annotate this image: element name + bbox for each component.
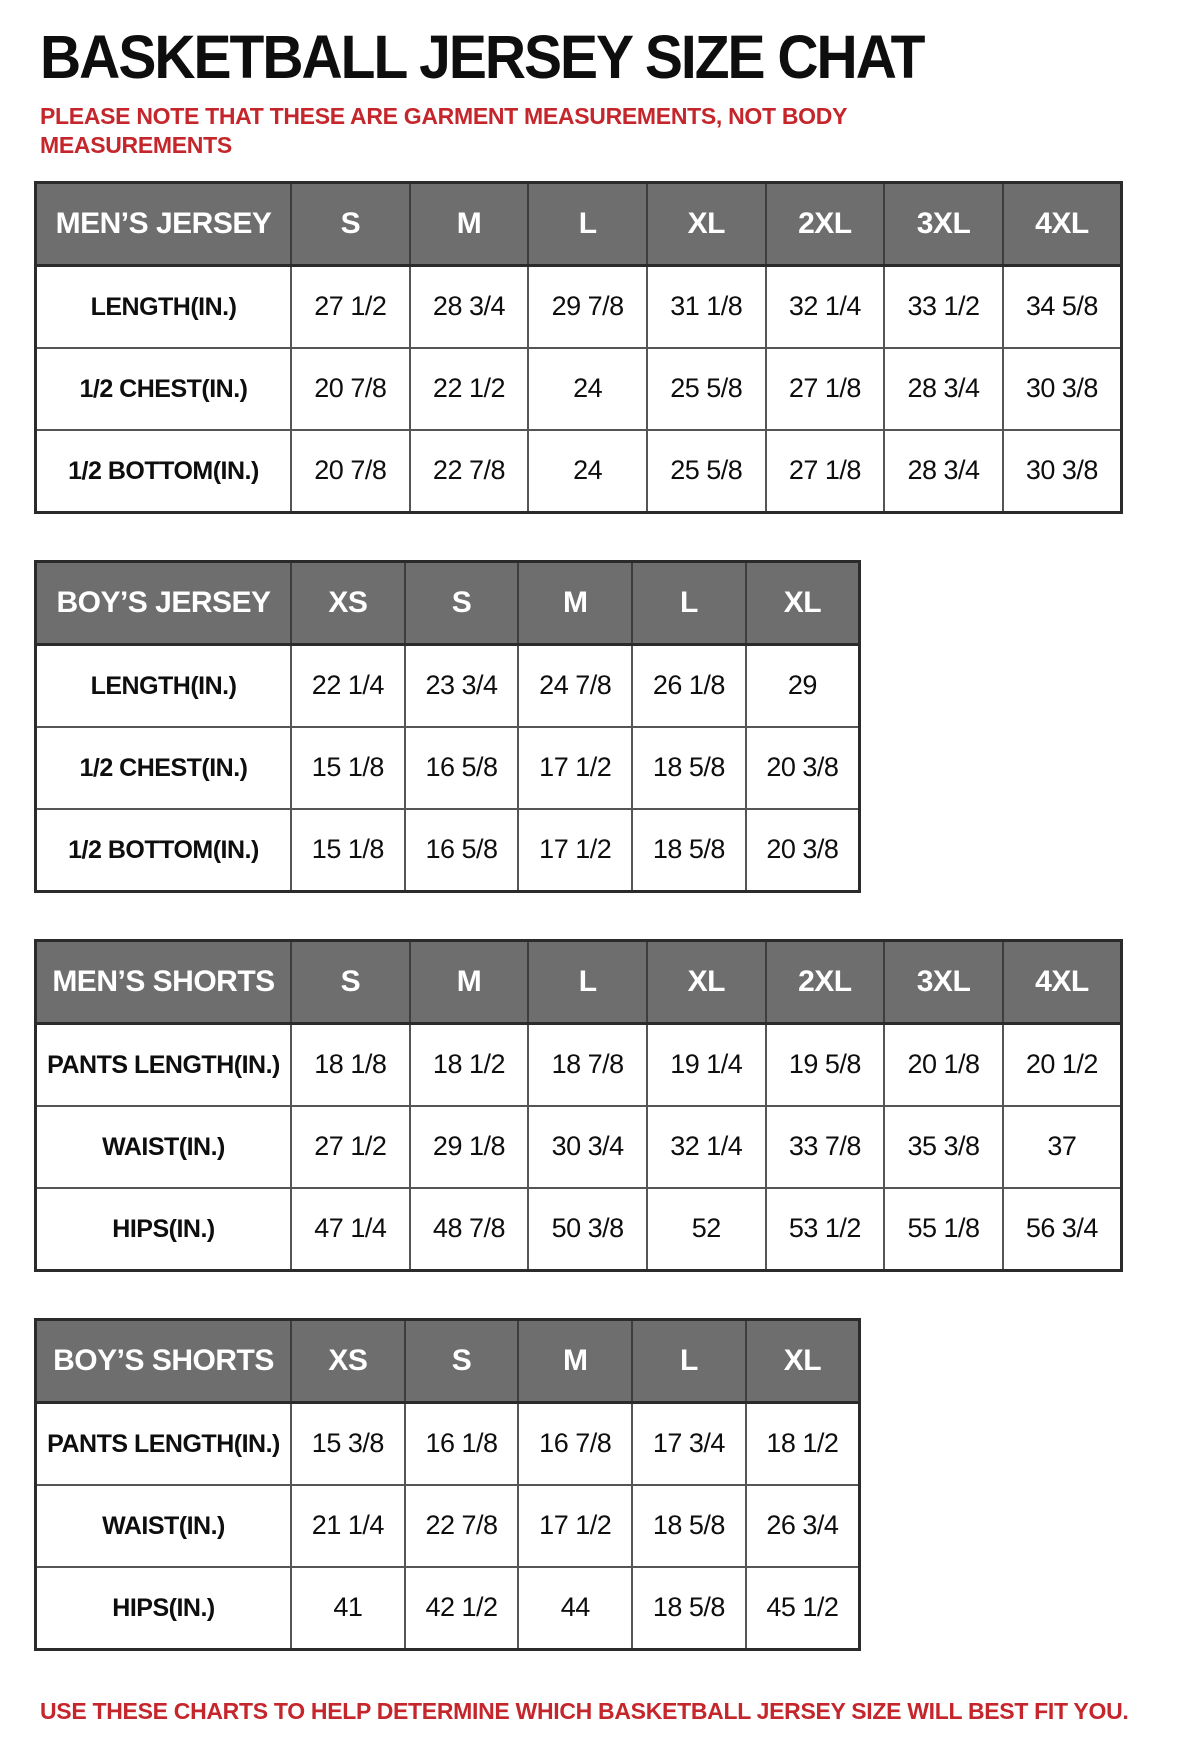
size-header-cell: S: [291, 940, 410, 1023]
size-header-cell: XL: [647, 940, 766, 1023]
measure-value-cell: 50 3/8: [528, 1188, 647, 1271]
measure-value-cell: 29 7/8: [528, 265, 647, 348]
measure-value-cell: 42 1/2: [405, 1567, 519, 1650]
measure-value-cell: 20 7/8: [291, 348, 410, 430]
measure-value-cell: 28 3/4: [884, 430, 1003, 513]
measure-value-cell: 34 5/8: [1003, 265, 1122, 348]
measure-label-cell: LENGTH(IN.): [36, 265, 292, 348]
measure-value-cell: 24: [528, 430, 647, 513]
measure-value-cell: 19 5/8: [766, 1023, 885, 1106]
table-row: [36, 1567, 860, 1650]
table-row: [36, 809, 860, 892]
measure-label-cell: 1/2 CHEST(IN.): [36, 727, 292, 809]
table-row: [36, 727, 860, 809]
measure-value-cell: 18 7/8: [528, 1023, 647, 1106]
measure-value-cell: 18 5/8: [632, 727, 746, 809]
measure-value-cell: 48 7/8: [410, 1188, 529, 1271]
header-row: [36, 1319, 860, 1402]
measure-value-cell: 27 1/2: [291, 265, 410, 348]
measure-value-cell: 20 7/8: [291, 430, 410, 513]
size-header-cell: 3XL: [884, 182, 1003, 265]
size-header-cell: XL: [647, 182, 766, 265]
measure-value-cell: 30 3/8: [1003, 348, 1122, 430]
measure-label-cell: HIPS(IN.): [36, 1188, 292, 1271]
measure-value-cell: 27 1/8: [766, 348, 885, 430]
measure-value-cell: 27 1/2: [291, 1106, 410, 1188]
measure-value-cell: 18 5/8: [632, 1485, 746, 1567]
measure-value-cell: 15 1/8: [291, 809, 405, 892]
measure-value-cell: 24: [528, 348, 647, 430]
measure-value-cell: 52: [647, 1188, 766, 1271]
size-header-cell: S: [291, 182, 410, 265]
measure-value-cell: 18 1/2: [746, 1402, 860, 1485]
size-header-cell: XL: [746, 1319, 860, 1402]
measure-value-cell: 30 3/8: [1003, 430, 1122, 513]
measure-value-cell: 25 5/8: [647, 348, 766, 430]
measure-value-cell: 22 1/2: [410, 348, 529, 430]
measure-value-cell: 15 3/8: [291, 1402, 405, 1485]
size-header-cell: L: [632, 1319, 746, 1402]
boys-shorts-table: [34, 1318, 861, 1651]
table-row: [36, 1485, 860, 1567]
table-row: [36, 265, 1122, 348]
table-row: [36, 430, 1122, 513]
header-row: [36, 561, 860, 644]
measure-value-cell: 18 5/8: [632, 809, 746, 892]
table-title-cell: MEN’S SHORTS: [36, 940, 292, 1023]
measure-value-cell: 20 3/8: [746, 809, 860, 892]
measure-value-cell: 33 7/8: [766, 1106, 885, 1188]
measure-value-cell: 26 3/4: [746, 1485, 860, 1567]
table-row: [36, 348, 1122, 430]
measure-value-cell: 16 5/8: [405, 809, 519, 892]
table-row: [36, 1106, 1122, 1188]
size-header-cell: M: [410, 182, 529, 265]
table-title-cell: BOY’S JERSEY: [36, 561, 292, 644]
measure-label-cell: PANTS LENGTH(IN.): [36, 1023, 292, 1106]
size-header-cell: S: [405, 1319, 519, 1402]
size-header-cell: L: [528, 940, 647, 1023]
measure-value-cell: 32 1/4: [647, 1106, 766, 1188]
measure-value-cell: 53 1/2: [766, 1188, 885, 1271]
measure-value-cell: 17 1/2: [518, 1485, 632, 1567]
measure-value-cell: 18 1/2: [410, 1023, 529, 1106]
measure-value-cell: 16 1/8: [405, 1402, 519, 1485]
table-row: [36, 1402, 860, 1485]
measure-value-cell: 47 1/4: [291, 1188, 410, 1271]
measure-value-cell: 16 7/8: [518, 1402, 632, 1485]
measure-value-cell: 32 1/4: [766, 265, 885, 348]
measure-value-cell: 21 1/4: [291, 1485, 405, 1567]
measure-value-cell: 20 1/2: [1003, 1023, 1122, 1106]
measure-value-cell: 31 1/8: [647, 265, 766, 348]
measure-value-cell: 37: [1003, 1106, 1122, 1188]
measure-value-cell: 22 7/8: [405, 1485, 519, 1567]
size-header-cell: M: [410, 940, 529, 1023]
size-header-cell: S: [405, 561, 519, 644]
header-row: [36, 182, 1122, 265]
measure-value-cell: 29: [746, 644, 860, 727]
measure-value-cell: 41: [291, 1567, 405, 1650]
measure-value-cell: 17 3/4: [632, 1402, 746, 1485]
measure-value-cell: 20 3/8: [746, 727, 860, 809]
measure-value-cell: 22 7/8: [410, 430, 529, 513]
table-row: [36, 1023, 1122, 1106]
size-header-cell: M: [518, 1319, 632, 1402]
size-header-cell: L: [528, 182, 647, 265]
measure-value-cell: 16 5/8: [405, 727, 519, 809]
size-header-cell: 4XL: [1003, 182, 1122, 265]
measure-label-cell: 1/2 BOTTOM(IN.): [36, 430, 292, 513]
fit-guidance-note: USE THESE CHARTS TO HELP DETERMINE WHICH BASKETBALL JERSEY SIZE WILL BEST FIT YOU.: [40, 1697, 1129, 1724]
measure-value-cell: 44: [518, 1567, 632, 1650]
measure-value-cell: 26 1/8: [632, 644, 746, 727]
mens-shorts-table: [34, 939, 1123, 1272]
measure-value-cell: 30 3/4: [528, 1106, 647, 1188]
measure-value-cell: 17 1/2: [518, 809, 632, 892]
size-header-cell: XS: [291, 1319, 405, 1402]
measure-value-cell: 23 3/4: [405, 644, 519, 727]
measure-value-cell: 19 1/4: [647, 1023, 766, 1106]
size-header-cell: 2XL: [766, 182, 885, 265]
size-header-cell: 3XL: [884, 940, 1003, 1023]
measure-value-cell: 20 1/8: [884, 1023, 1003, 1106]
table-title-cell: MEN’S JERSEY: [36, 182, 292, 265]
measure-value-cell: 25 5/8: [647, 430, 766, 513]
measure-value-cell: 45 1/2: [746, 1567, 860, 1650]
size-header-cell: M: [518, 561, 632, 644]
measure-label-cell: 1/2 CHEST(IN.): [36, 348, 292, 430]
measure-value-cell: 55 1/8: [884, 1188, 1003, 1271]
measure-label-cell: LENGTH(IN.): [36, 644, 292, 727]
measure-label-cell: WAIST(IN.): [36, 1485, 292, 1567]
table-row: [36, 644, 860, 727]
measure-value-cell: 28 3/4: [410, 265, 529, 348]
header-row: [36, 940, 1122, 1023]
measure-value-cell: 22 1/4: [291, 644, 405, 727]
measure-label-cell: 1/2 BOTTOM(IN.): [36, 809, 292, 892]
measure-value-cell: 17 1/2: [518, 727, 632, 809]
table-title-cell: BOY’S SHORTS: [36, 1319, 292, 1402]
measure-label-cell: HIPS(IN.): [36, 1567, 292, 1650]
measure-value-cell: 27 1/8: [766, 430, 885, 513]
size-header-cell: XS: [291, 561, 405, 644]
measure-value-cell: 35 3/8: [884, 1106, 1003, 1188]
measure-value-cell: 56 3/4: [1003, 1188, 1122, 1271]
measure-value-cell: 15 1/8: [291, 727, 405, 809]
mens-jersey-table: [34, 181, 1123, 514]
page-title: BASKETBALL JERSEY SIZE CHAT: [40, 23, 924, 93]
measure-value-cell: 24 7/8: [518, 644, 632, 727]
measure-value-cell: 33 1/2: [884, 265, 1003, 348]
boys-jersey-table: [34, 560, 861, 893]
measure-value-cell: 29 1/8: [410, 1106, 529, 1188]
size-header-cell: XL: [746, 561, 860, 644]
measure-value-cell: 18 1/8: [291, 1023, 410, 1106]
size-header-cell: 4XL: [1003, 940, 1122, 1023]
measure-value-cell: 18 5/8: [632, 1567, 746, 1650]
size-header-cell: L: [632, 561, 746, 644]
measure-label-cell: WAIST(IN.): [36, 1106, 292, 1188]
measure-label-cell: PANTS LENGTH(IN.): [36, 1402, 292, 1485]
garment-measurements-note: PLEASE NOTE THAT THESE ARE GARMENT MEASUREMENTS, NOT BODY MEASUREMENTS: [40, 103, 847, 159]
table-row: [36, 1188, 1122, 1271]
measure-value-cell: 28 3/4: [884, 348, 1003, 430]
size-header-cell: 2XL: [766, 940, 885, 1023]
